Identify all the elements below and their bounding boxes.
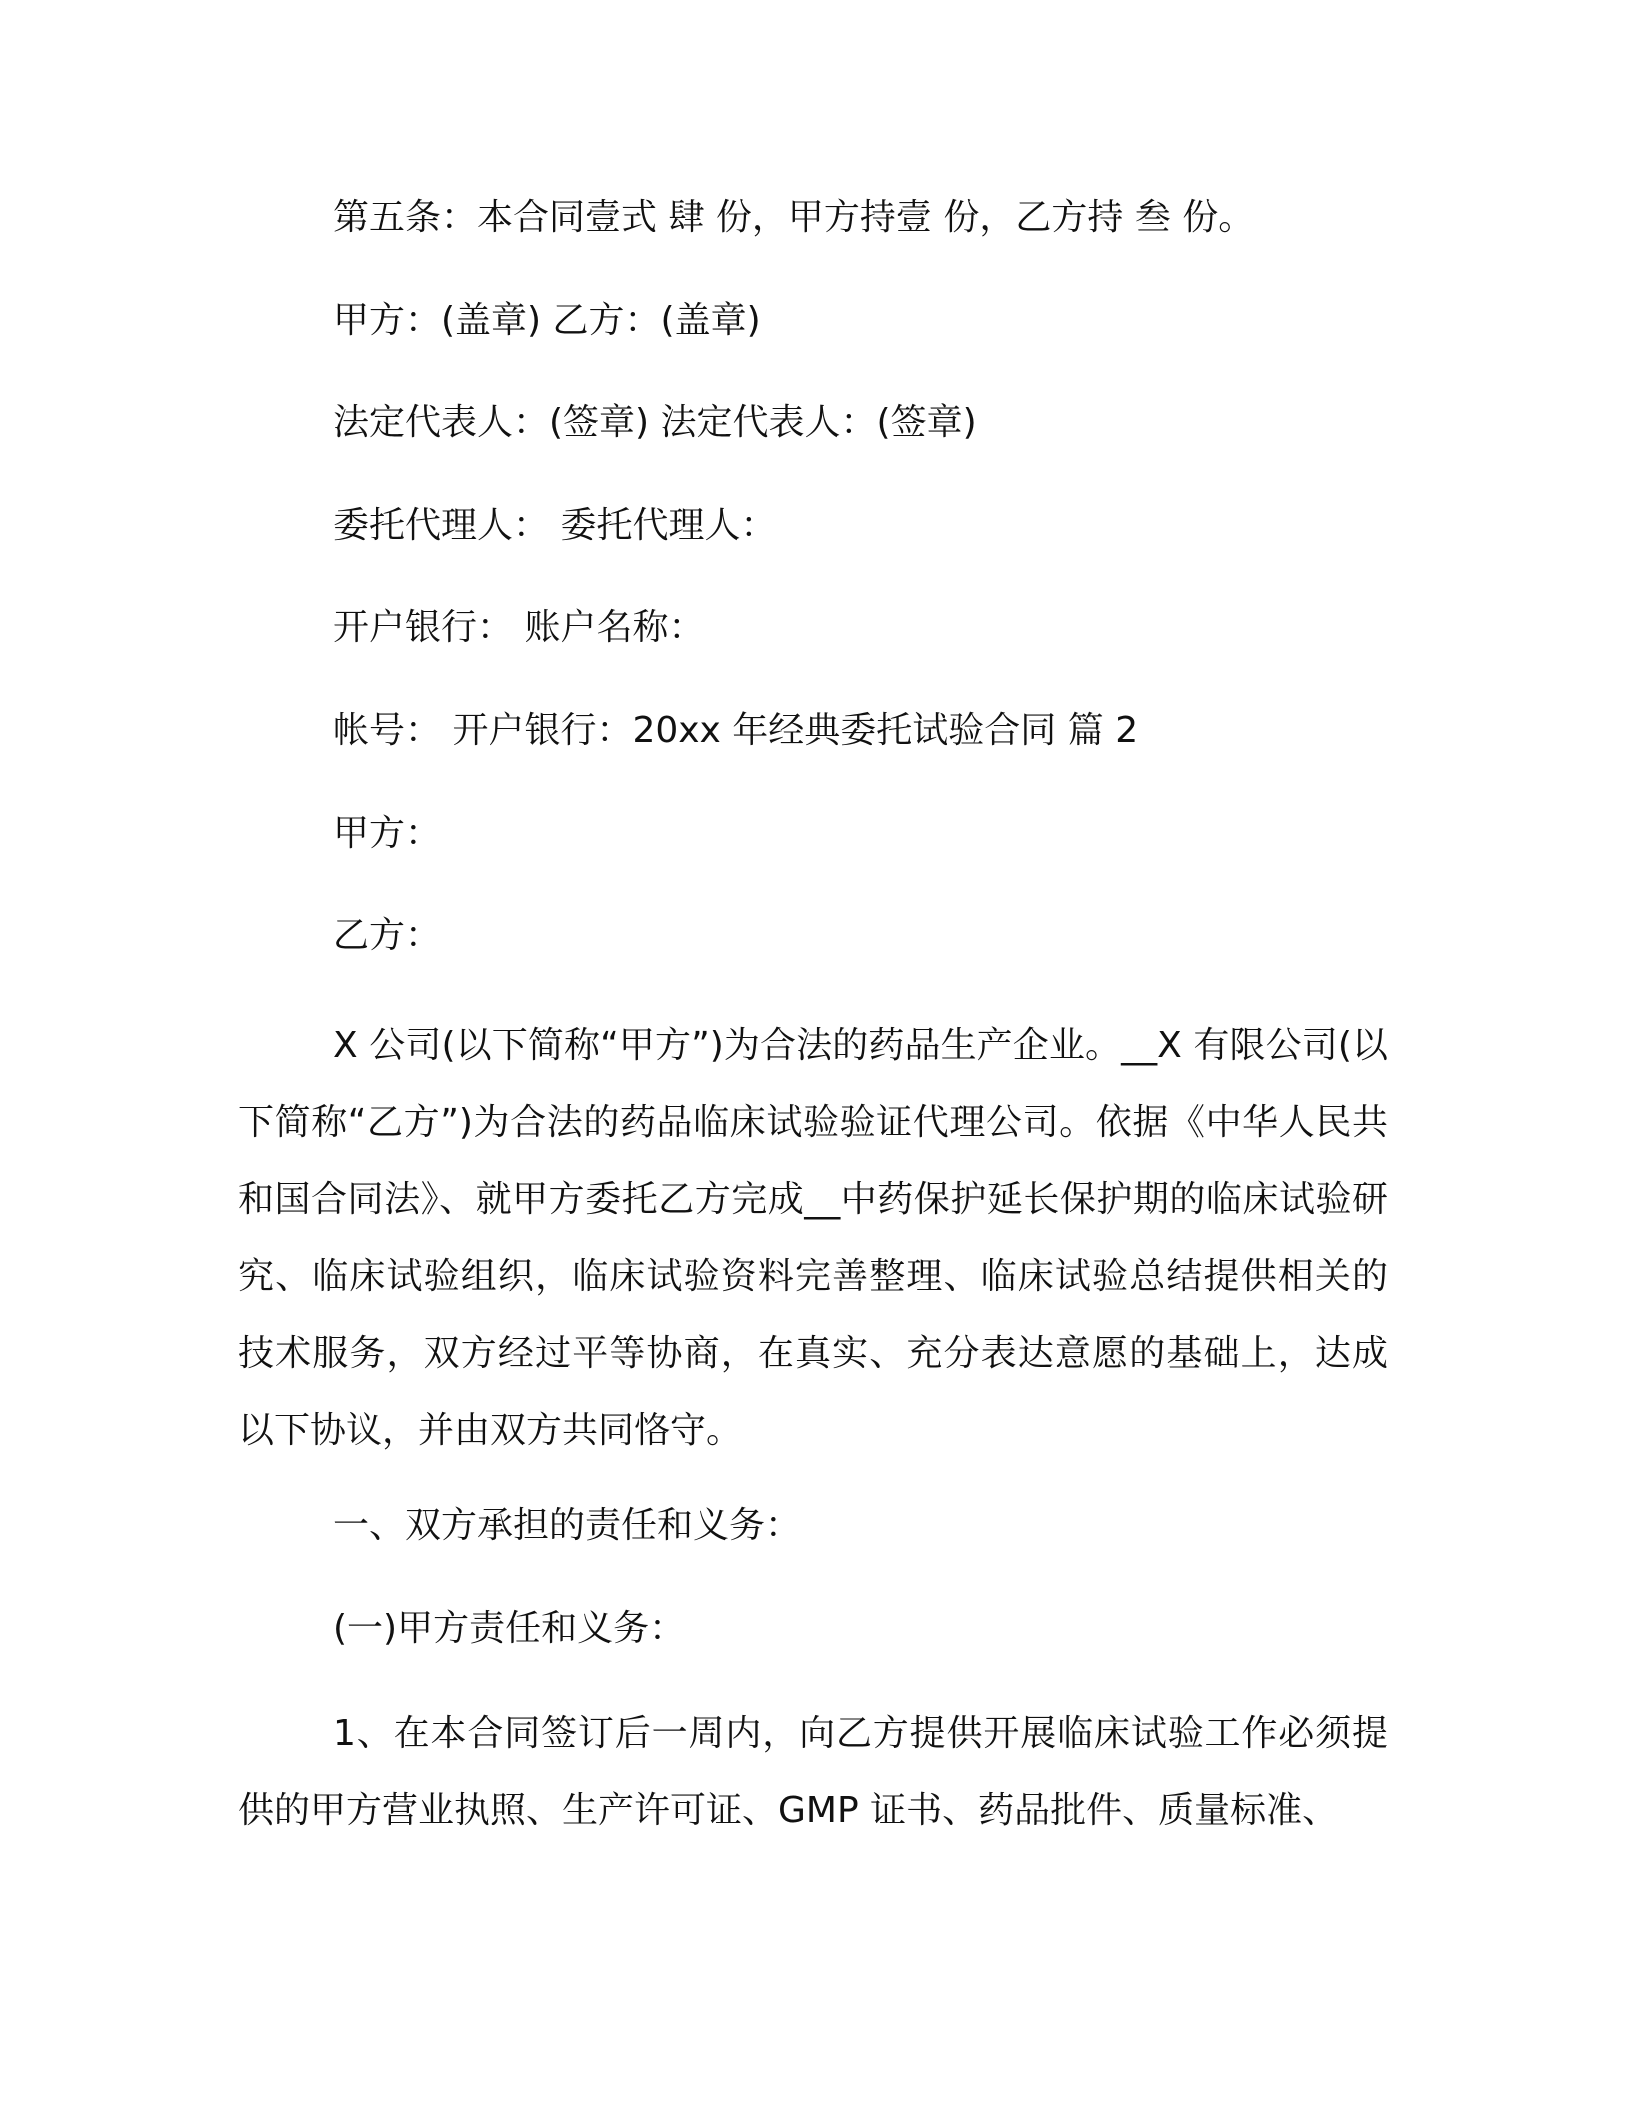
item-1-paragraph: 1、在本合同签订后一周内，向乙方提供开展临床试验工作必须提供的甲方营业执照、生产许可证、GMP 证书、药品批件、质量标准、 [238, 1713, 1388, 1831]
clause-five-copies: 第五条：本合同壹式 肆 份，甲方持壹 份，乙方持 叁 份。 [333, 197, 1255, 238]
party-a-label: 甲方： [333, 813, 442, 854]
legal-representative-line: 法定代表人：(签章) 法定代表人：(签章) [333, 402, 977, 443]
party-seal-line: 甲方：(盖章) 乙方：(盖章) [333, 300, 761, 341]
authorized-agent-line: 委托代理人： 委托代理人： [333, 505, 777, 546]
account-number-title-line: 帐号： 开户银行：20xx 年经典委托试验合同 篇 2 [333, 710, 1139, 751]
section-heading: 一、双方承担的责任和义务： [333, 1505, 802, 1546]
subsection-heading: (一)甲方责任和义务： [333, 1608, 686, 1649]
bank-account-name-line: 开户银行： 账户名称： [333, 607, 705, 648]
intro-paragraph: X 公司(以下简称“甲方”)为合法的药品生产企业。__X 有限公司(以下简称“乙方”)为合法的药品临床试验验证代理公司。依据《中华人民共和国合同法》、就甲方委托乙方完成__中药保护延长保护期的临床试验研究、临床试验组织，临床试验资料完善整理、临床试验总结提供相关的技术服务，双方经过平等协商，在真实、充分表达意愿的基础上，达成以下协议，并由双方共同恪守。 [238, 1025, 1388, 1451]
party-b-label: 乙方： [333, 915, 442, 956]
